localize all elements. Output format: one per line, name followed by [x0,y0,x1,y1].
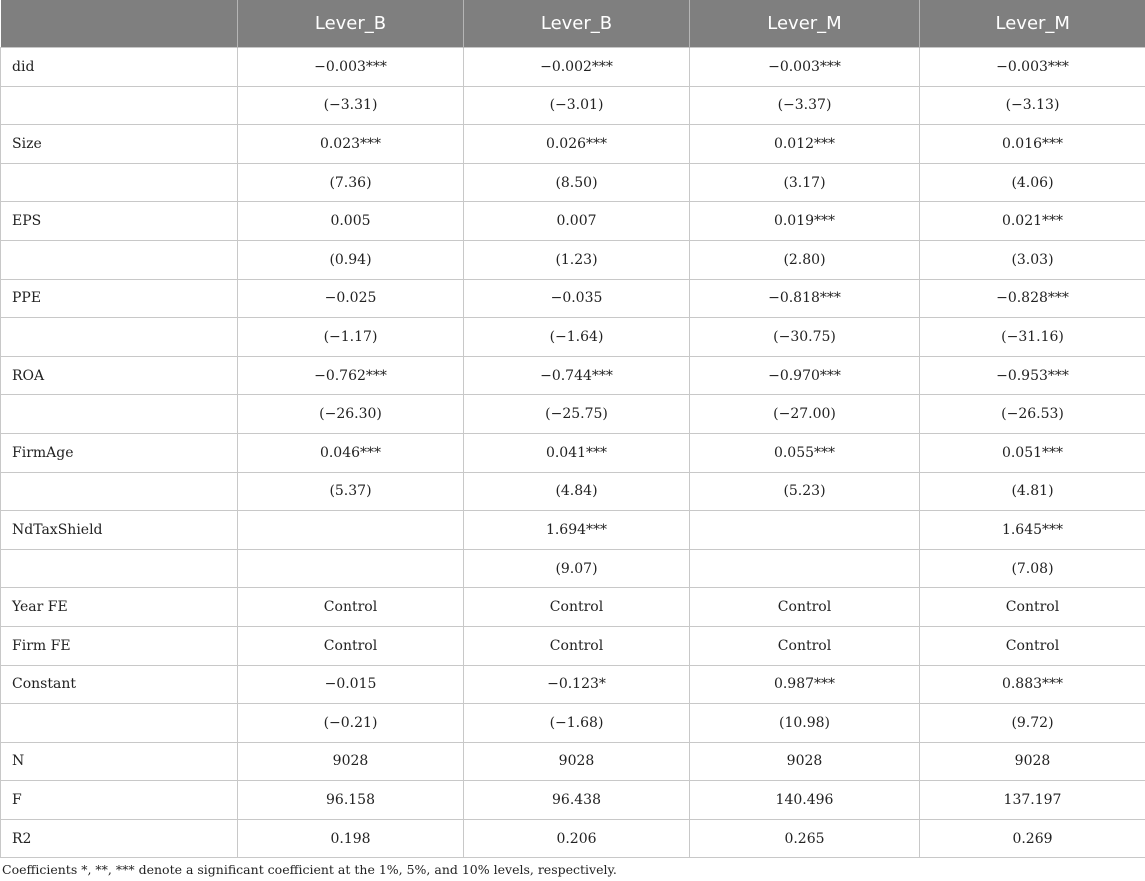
value-cell: −0.970*** [690,356,920,395]
table-row [1,742,1145,781]
table-row [1,202,1145,241]
value-cell: (−3.13) [920,86,1145,125]
value-cell: 9028 [690,742,920,781]
row-label-cell [1,163,238,202]
table-row [1,665,1145,704]
table-body [1,48,1145,858]
value-cell: Control [920,588,1145,627]
table-row [1,433,1145,472]
value-cell: (10.98) [690,704,920,743]
value-cell: 9028 [238,742,464,781]
value-cell: 96.438 [464,781,690,820]
value-cell: −0.002*** [464,48,690,87]
header-cell-col3: Lever_M [690,0,920,48]
value-cell [238,549,464,588]
value-cell: 9028 [920,742,1145,781]
value-cell: (−3.31) [238,86,464,125]
value-cell: (3.03) [920,240,1145,279]
row-label-cell: F [1,781,238,820]
value-cell: (7.36) [238,163,464,202]
table-row [1,511,1145,550]
value-cell: (−1.17) [238,318,464,357]
value-cell: 1.694*** [464,511,690,550]
value-cell: 96.158 [238,781,464,820]
row-label-cell: NdTaxShield [1,511,238,550]
table-row [1,626,1145,665]
value-cell: 0.041*** [464,433,690,472]
value-cell: (5.37) [238,472,464,511]
row-label-cell [1,472,238,511]
value-cell: (1.23) [464,240,690,279]
value-cell: 0.055*** [690,433,920,472]
value-cell: (−26.30) [238,395,464,434]
value-cell: Control [464,588,690,627]
value-cell [690,549,920,588]
value-cell: 140.496 [690,781,920,820]
value-cell: 0.007 [464,202,690,241]
table-row [1,356,1145,395]
value-cell: (−1.68) [464,704,690,743]
table-footnote: Coefficients *, **, *** denote a significant coefficient at the 1%, 5%, and 10% levels, respectively. [2,862,617,877]
value-cell: −0.025 [238,279,464,318]
value-cell: Control [690,626,920,665]
row-label-cell: N [1,742,238,781]
value-cell: −0.003*** [238,48,464,87]
row-label-cell: EPS [1,202,238,241]
value-cell: (9.07) [464,549,690,588]
value-cell: (0.94) [238,240,464,279]
value-cell: (4.81) [920,472,1145,511]
table-row [1,318,1145,357]
value-cell: 0.026*** [464,125,690,164]
row-label-cell: did [1,48,238,87]
value-cell: (9.72) [920,704,1145,743]
table-row [1,240,1145,279]
header-cell-col1: Lever_B [238,0,464,48]
row-label-cell [1,86,238,125]
value-cell: 0.206 [464,819,690,858]
header-cell-col2: Lever_B [464,0,690,48]
row-label-cell: FirmAge [1,433,238,472]
value-cell: Control [464,626,690,665]
table-row [1,472,1145,511]
value-cell: (3.17) [690,163,920,202]
value-cell: −0.953*** [920,356,1145,395]
value-cell: 0.012*** [690,125,920,164]
value-cell [690,511,920,550]
value-cell: (−3.37) [690,86,920,125]
row-label-cell: Size [1,125,238,164]
value-cell: (−27.00) [690,395,920,434]
table-row [1,163,1145,202]
value-cell: 0.023*** [238,125,464,164]
table-row [1,819,1145,858]
value-cell: (−26.53) [920,395,1145,434]
value-cell: Control [238,588,464,627]
header-cell-variable [1,0,238,48]
row-label-cell: PPE [1,279,238,318]
value-cell: 1.645*** [920,511,1145,550]
value-cell: (5.23) [690,472,920,511]
value-cell: 0.265 [690,819,920,858]
table-row [1,781,1145,820]
table-row [1,48,1145,87]
row-label-cell [1,549,238,588]
table-row [1,86,1145,125]
row-label-cell: Constant [1,665,238,704]
value-cell: 0.051*** [920,433,1145,472]
value-cell: 0.198 [238,819,464,858]
row-label-cell [1,395,238,434]
value-cell: (2.80) [690,240,920,279]
value-cell: (4.06) [920,163,1145,202]
value-cell: (−25.75) [464,395,690,434]
value-cell: Control [920,626,1145,665]
value-cell: −0.015 [238,665,464,704]
table-row [1,549,1145,588]
value-cell: 137.197 [920,781,1145,820]
table-row [1,588,1145,627]
value-cell: (−31.16) [920,318,1145,357]
value-cell: (−3.01) [464,86,690,125]
value-cell: −0.003*** [690,48,920,87]
value-cell: −0.828*** [920,279,1145,318]
row-label-cell [1,704,238,743]
row-label-cell: R2 [1,819,238,858]
value-cell: −0.762*** [238,356,464,395]
value-cell: 0.019*** [690,202,920,241]
header-cell-col4: Lever_M [920,0,1145,48]
value-cell: 0.021*** [920,202,1145,241]
row-label-cell: Year FE [1,588,238,627]
value-cell: −0.818*** [690,279,920,318]
table-row [1,279,1145,318]
header-row [1,0,1145,48]
value-cell: (−0.21) [238,704,464,743]
table-row [1,125,1145,164]
value-cell: 0.269 [920,819,1145,858]
value-cell: (−1.64) [464,318,690,357]
row-label-cell: Firm FE [1,626,238,665]
value-cell: Control [690,588,920,627]
table-row [1,704,1145,743]
value-cell: −0.744*** [464,356,690,395]
row-label-cell: ROA [1,356,238,395]
value-cell: 0.883*** [920,665,1145,704]
value-cell: (−30.75) [690,318,920,357]
value-cell: −0.123* [464,665,690,704]
value-cell: 0.005 [238,202,464,241]
row-label-cell [1,240,238,279]
value-cell: (4.84) [464,472,690,511]
row-label-cell [1,318,238,357]
value-cell: 9028 [464,742,690,781]
value-cell [238,511,464,550]
value-cell: 0.987*** [690,665,920,704]
value-cell: −0.035 [464,279,690,318]
value-cell: (7.08) [920,549,1145,588]
table-row [1,395,1145,434]
value-cell: −0.003*** [920,48,1145,87]
value-cell: Control [238,626,464,665]
value-cell: (8.50) [464,163,690,202]
value-cell: 0.046*** [238,433,464,472]
value-cell: 0.016*** [920,125,1145,164]
